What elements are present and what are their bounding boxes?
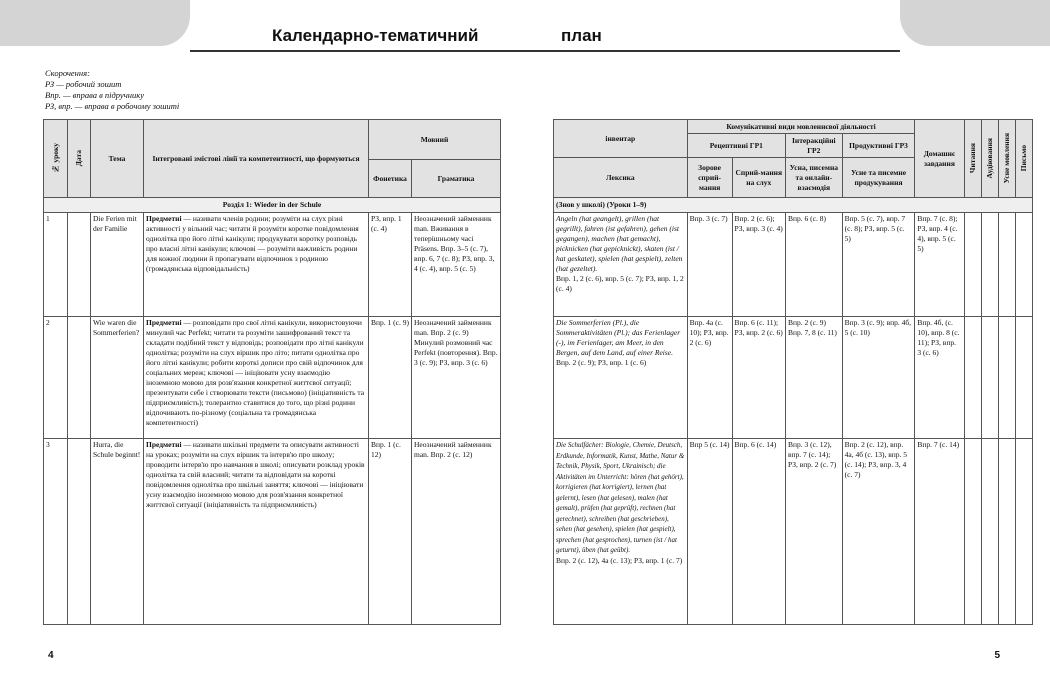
section-title-left: Розділ 1: Wieder in der Schule [44, 198, 501, 213]
header-interaction: Усна, писемна та онлайн-взаємодія [785, 158, 842, 198]
listening-cell: Впр. 6 (с. 14) [732, 439, 785, 625]
lexis-cell: Die Schulfächer: Biologie, Chemie, Deutsch, Erdkunde, Informatik, Kunst, Mathe, Natur & Technik, Physik, Sport, Ukrainisch; die Aktivitäten im Unterricht: hören (hat gehört), korrigieren (hat korrigiert), lernen (hat gelernt), lesen (hat gelesen), malen (hat gemalt), prüfen (hat geprüft), rechnen (hat gerechnet), schreiben (hat geschrieben), sehen (hat gesehen), spielen (hat gespielt), sprechen (hat gesprochen), turnen (ist / hat geturnt), üben (hat geübt). Впр. 2 (с. 12), 4а (с. 13); РЗ, впр. 1 (с. 7) [554, 439, 688, 625]
plan-table-left [43, 119, 501, 625]
listening-cell: Впр. 6 (с. 11); РЗ, впр. 2 (с. 6) [732, 317, 785, 439]
plan-table-right [553, 119, 1033, 625]
page-title-left: Календарно-тематичний [272, 26, 479, 45]
section-title-right: (Знов у школі) (Уроки 1–9) [554, 198, 1033, 213]
visual-cell: Впр. 4а (с. 10); РЗ, впр. 2 (с. 6) [687, 317, 732, 439]
lesson-number: 3 [44, 439, 68, 625]
header-lang: Мовний [369, 120, 501, 160]
header-topic: Тема [91, 120, 144, 198]
listening-cell: Впр. 2 (с. 6); РЗ, впр. 3 (с. 4) [732, 213, 785, 317]
header-lexis: Лексика [554, 158, 688, 198]
lesson-number: 1 [44, 213, 68, 317]
lines-cell: Предметні — називати шкільні предмети та описувати активності на уроках; розуміти на слух віршик та інтерв'ю про школу; проводити інтерв'ю про навчання в школі; описувати розклад уроків однолітка та свій власний; читати та відповідати на короткі повідомлення однолітка про шкільні заняття; ключові — ініціювати усну взаємодію іноземною мовою для розв'язання конкретної життєвої ситуації (ініціативність та підприємливість) [144, 439, 369, 625]
header-homework: Домашнє завдання [915, 120, 964, 198]
lesson-topic: Die Ferien mit der Familie [91, 213, 144, 317]
visual-cell: Впр. 3 (с. 7) [687, 213, 732, 317]
header-lines: Інтегровані змістові лінії та компетентності, що формуються [144, 120, 369, 198]
header-reading: Читання [964, 120, 981, 198]
check-cell [998, 439, 1015, 625]
abbreviations [45, 68, 179, 112]
homework-cell: Впр. 4б, (с. 10), впр. 8 (с. 11); РЗ, впр. 3 (с. 6) [915, 317, 964, 439]
corner-tab-right [900, 0, 1050, 46]
homework-cell: Впр. 7 (с. 14) [915, 439, 964, 625]
title-rule-left [190, 50, 525, 52]
header-communication: Комунікативні види мовленнєвої діяльності [687, 120, 915, 134]
interaction-cell: Впр. 6 (с. 8) [785, 213, 842, 317]
check-cell [1015, 439, 1032, 625]
abbr-line: Впр. — вправа в підручнику [45, 90, 144, 100]
phonetics-cell: Впр. 1 (с. 9) [369, 317, 412, 439]
check-cell [981, 439, 998, 625]
date-cell [68, 439, 91, 625]
page-title-right: план [561, 26, 602, 45]
date-cell [68, 213, 91, 317]
header-receptive: Рецептивні ГР1 [687, 134, 785, 158]
corner-tab-left [0, 0, 190, 46]
header-interactive: Інтеракційні ГР2 [785, 134, 842, 158]
grammar-cell: Неозначений займенник man. Вживання в теперішньому часі Präsens. Впр. 3–5 (с. 7), впр. 6, 7 (с. 8); РЗ, впр. 3, 4 (с. 4), впр. 5 (с. 5) [412, 213, 501, 317]
check-cell [964, 317, 981, 439]
header-writing: Письмо [1015, 120, 1032, 198]
page-number-left: 4 [48, 650, 54, 661]
grammar-cell: Неозначений займенник man. Впр. 2 (с. 9) Минулий розмовний час Perfekt (повторення). Впр. 3 (с. 9); РЗ, впр. 3 (с. 6) [412, 317, 501, 439]
lesson-topic: Wie waren die Sommerferien? [91, 317, 144, 439]
phonetics-cell: РЗ, впр. 1 (с. 4) [369, 213, 412, 317]
grammar-cell: Неозначений займенник man. Впр. 2 (с. 12) [412, 439, 501, 625]
table-row [44, 439, 501, 625]
date-cell [68, 317, 91, 439]
abbr-line: Скорочення: [45, 68, 90, 78]
abbr-line: РЗ, впр. — вправа в робочому зошиті [45, 101, 180, 111]
table-row [554, 213, 1033, 317]
interaction-cell: Впр. 3 (с. 12), впр. 7 (с. 14); РЗ, впр. 2 (с. 7) [785, 439, 842, 625]
header-phonetics: Фонетика [369, 160, 412, 198]
header-grammar: Граматика [412, 160, 501, 198]
table-row [554, 317, 1033, 439]
lexis-cell: Angeln (hat geangelt), grillen (hat gegrillt), fahren (ist gefahren), gehen (ist gegangen), machen (hat gemacht), picknicken (hat gepicknickt), skaten (ist / hat geskatet), spielen (hat gespielt), zelten (hat gezeltet). Впр. 1, 2 (с. 6), впр. 5 (с. 7); РЗ, впр. 1, 2 (с. 4) [554, 213, 688, 317]
production-cell: Впр. 2 (с. 12), впр. 4а, 4б (с. 13), впр. 5 (с. 14); РЗ, впр. 3, 4 (с. 7) [842, 439, 915, 625]
header-oral: Усне мовлення [998, 120, 1015, 198]
page-number-right: 5 [994, 650, 1000, 661]
table-row [44, 213, 501, 317]
header-listening: Сприй-мання на слух [732, 158, 785, 198]
check-cell [981, 213, 998, 317]
title-rule-right [525, 50, 900, 52]
header-num: № уроку [44, 120, 68, 198]
lexis-cell: Die Sommerferien (Pl.), die Sommeraktivitäten (Pl.); das Ferienlager (-), im Ferienlager, am Meer, in den Bergen, auf dem Land, auf einer Reise. Впр. 2 (с. 9); РЗ, впр. 1 (с. 6) [554, 317, 688, 439]
check-cell [964, 213, 981, 317]
lesson-topic: Hurra, die Schule beginnt! [91, 439, 144, 625]
check-cell [1015, 317, 1032, 439]
header-visual: Зорове сприй-мання [687, 158, 732, 198]
header-date: Дата [68, 120, 91, 198]
interaction-cell: Впр. 2 (с. 9) Впр. 7, 8 (с. 11) [785, 317, 842, 439]
production-cell: Впр. 5 (с. 7), впр. 7 (с. 8); РЗ, впр. 5 (с. 5) [842, 213, 915, 317]
table-row [44, 317, 501, 439]
abbr-line: РЗ — робочий зошит [45, 79, 122, 89]
visual-cell: Впр 5 (с. 14) [687, 439, 732, 625]
production-cell: Впр. 3 (с. 9); впр. 4б, 5 (с. 10) [842, 317, 915, 439]
table-row [554, 439, 1033, 625]
lines-cell: Предметні — розповідати про свої літні канікули, використовуючи минулий час Perfekt; читати та розуміти зашифрований текст та складати подібний текст у відповідь; розповідати про літні канікули однолітка; розуміти на слух віршик про літо; питати однолітка про його літні канікули; робити короткі дописи про свій відпочинок для соціальних мереж; ключові — ініціювати усну взаємодію іноземною мовою для розв'язання конкретної життєвої ситуації; презентувати себе і створювати тексти (письмово) (ініціативність та підприємливість); толерантно ставитися до того, що різні родини відпочивають по-різному (соціальна та громадянська компетентності) [144, 317, 369, 439]
header-inventory: інвентар [554, 120, 688, 158]
lesson-number: 2 [44, 317, 68, 439]
check-cell [1015, 213, 1032, 317]
header-production: Усне та писемне продукування [842, 158, 915, 198]
phonetics-cell: Впр. 1 (с. 12) [369, 439, 412, 625]
homework-cell: Впр. 7 (с. 8); РЗ, впр. 4 (с. 4), впр. 5 (с. 5) [915, 213, 964, 317]
check-cell [981, 317, 998, 439]
header-audio: Аудіювання [981, 120, 998, 198]
check-cell [998, 213, 1015, 317]
right-page [525, 0, 1050, 683]
lines-cell: Предметні — називати членів родини; розуміти на слух різні активності у вільний час; читати й розуміти коротке повідомлення однолітка про його літні канікули; продукувати коротку розповідь про власні літні канікули; ключові — розуміти важливість родини для кожної людини й пропагувати відпочинок з родиною (громадянська відповідальність) [144, 213, 369, 317]
check-cell [998, 317, 1015, 439]
header-productive: Продуктивні ГР3 [842, 134, 915, 158]
check-cell [964, 439, 981, 625]
